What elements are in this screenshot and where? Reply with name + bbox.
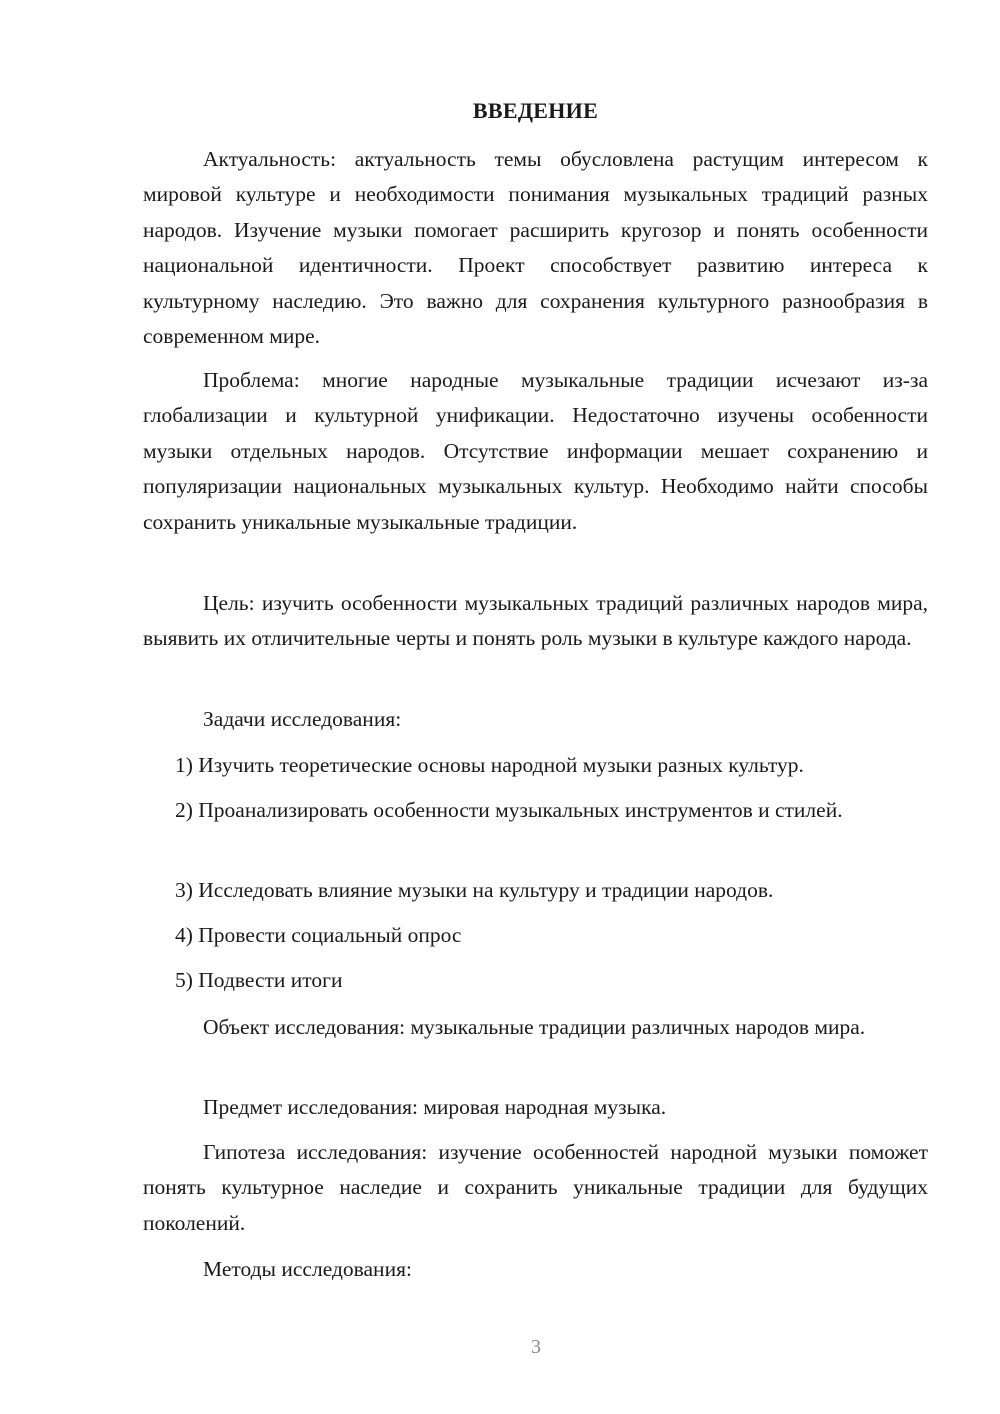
page-number: 3 [531, 1336, 541, 1358]
page-title: ВВЕДЕНИЕ [472, 98, 599, 123]
tasks-heading: Задачи исследования: [203, 707, 402, 731]
hypothesis-paragraph: Гипотеза исследования: изучение особенностей народной музыки поможет понять культурное наследие и сохранить уникальные традиции для будущих поколений. [143, 1140, 928, 1235]
problem-paragraph: Проблема: многие народные музыкальные традиции исчезают из-за глобализации и культурной унификации. Недостаточно изучены особенности музыки отдельных народов. Отсутствие информации мешает сохранению и популяризации национальных музыкальных культур. Необходимо найти способы сохранить уникальные музыкальные традиции. [143, 368, 928, 534]
task-item-5: 5) Подвести итоги [175, 968, 343, 992]
methods-heading: Методы исследования: [203, 1257, 412, 1281]
task-item-2: 2) Проанализировать особенности музыкальных инструментов и стилей. [175, 798, 843, 822]
task-item-1: 1) Изучить теоретические основы народной музыки разных культур. [175, 753, 804, 777]
task-item-4: 4) Провести социальный опрос [175, 923, 462, 947]
goal-paragraph: Цель: изучить особенности музыкальных традиций различных народов мира, выявить их отличительные черты и понять роль музыки в культуре каждого народа. [143, 591, 928, 651]
relevance-paragraph: Актуальность: актуальность темы обусловлена растущим интересом к мировой культуре и необходимости понимания музыкальных традиций разных народов. Изучение музыки помогает расширить кругозор и понять особенности национальной идентичности. Проект способствует развитию интереса к культурному наследию. Это важно для сохранения культурного разнообразия в современном мире. [143, 147, 928, 349]
object-paragraph: Объект исследования: музыкальные традиции различных народов мира. [203, 1015, 866, 1039]
task-item-3: 3) Исследовать влияние музыки на культуру и традиции народов. [175, 878, 774, 902]
subject-paragraph: Предмет исследования: мировая народная музыка. [203, 1095, 667, 1119]
